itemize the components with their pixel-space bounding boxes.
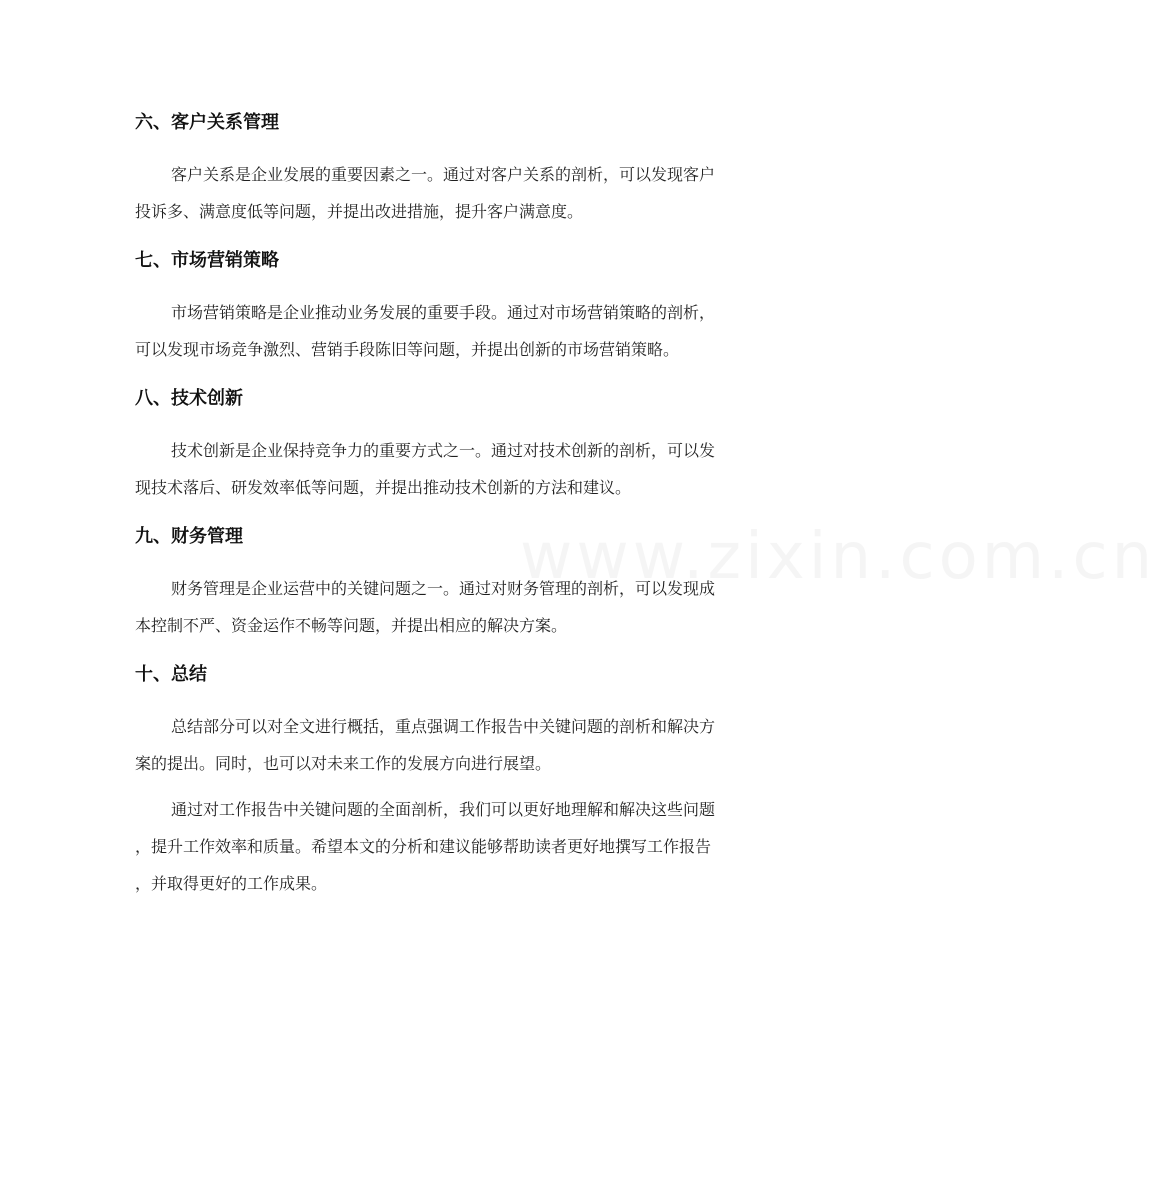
- body-line: 财务管理是企业运营中的关键问题之一。通过对财务管理的剖析，可以发现成: [171, 579, 716, 598]
- section-heading-marketing-strategy: 七、市场营销策略: [135, 250, 279, 271]
- body-line: 通过对工作报告中关键问题的全面剖析，我们可以更好地理解和解决这些问题: [171, 800, 716, 819]
- body-line: ，提升工作效率和质量。希望本文的分析和建议能够帮助读者更好地撰写工作报告: [135, 837, 712, 856]
- body-line: 技术创新是企业保持竞争力的重要方式之一。通过对技术创新的剖析，可以发: [171, 441, 716, 460]
- section-body-marketing-strategy: [135, 294, 795, 368]
- body-line: 现技术落后、研发效率低等问题，并提出推动技术创新的方法和建议。: [135, 478, 632, 497]
- section-body-tech-innovation: [135, 432, 795, 506]
- body-line: 投诉多、满意度低等问题，并提出改进措施，提升客户满意度。: [135, 202, 584, 221]
- section-heading-summary: 十、总结: [135, 664, 207, 685]
- section-body-customer-relations: [135, 156, 795, 230]
- section-body-summary: [135, 708, 795, 782]
- body-line: 市场营销策略是企业推动业务发展的重要手段。通过对市场营销策略的剖析，: [171, 303, 716, 322]
- body-line: 可以发现市场竞争激烈、营销手段陈旧等问题，并提出创新的市场营销策略。: [135, 340, 680, 359]
- watermark: www.zixin.com.cn: [520, 520, 1156, 594]
- section-heading-finance-management: 九、财务管理: [135, 526, 243, 547]
- closing-paragraph: [135, 791, 795, 902]
- body-line: 本控制不严、资金运作不畅等问题，并提出相应的解决方案。: [135, 616, 568, 635]
- body-line: 客户关系是企业发展的重要因素之一。通过对客户关系的剖析，可以发现客户: [171, 165, 716, 184]
- section-body-finance-management: [135, 570, 795, 644]
- section-heading-tech-innovation: 八、技术创新: [135, 388, 243, 409]
- body-line: 案的提出。同时，也可以对未来工作的发展方向进行展望。: [135, 754, 552, 773]
- section-heading-customer-relations: 六、客户关系管理: [135, 112, 279, 133]
- body-line: 总结部分可以对全文进行概括，重点强调工作报告中关键问题的剖析和解决方: [171, 717, 716, 736]
- body-line: ，并取得更好的工作成果。: [135, 874, 328, 893]
